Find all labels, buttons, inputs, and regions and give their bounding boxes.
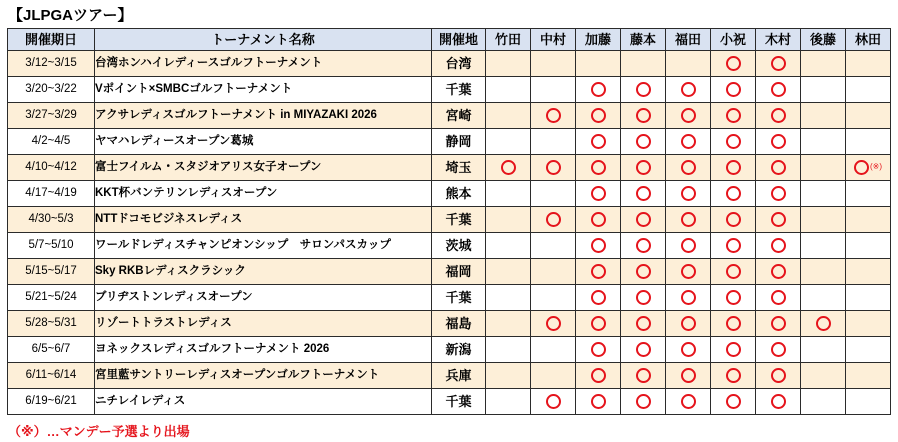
tournament-name-cell: 宮里藍サントリーレディスオープンゴルフトーナメント <box>95 363 432 389</box>
entry-cell <box>756 285 801 311</box>
entry-cell <box>486 389 531 415</box>
entry-cell <box>756 155 801 181</box>
entry-cell <box>486 181 531 207</box>
entry-circle-mark <box>726 56 741 71</box>
entry-cell <box>711 285 756 311</box>
table-row <box>8 311 891 337</box>
entry-circle-mark <box>681 160 696 175</box>
entry-circle-mark <box>636 134 651 149</box>
table-row <box>8 363 891 389</box>
entry-cell <box>711 103 756 129</box>
entry-cell <box>846 181 891 207</box>
entry-circle-mark <box>591 212 606 227</box>
header-tournament-name: トーナメント名称 <box>95 29 432 51</box>
entry-cell <box>576 337 621 363</box>
tournament-name-cell: 富士フイルム・スタジオアリス女子オープン <box>95 155 432 181</box>
tournament-name-cell: ニチレイレディス <box>95 389 432 415</box>
venue-cell: 新潟 <box>432 337 486 363</box>
entry-cell <box>576 285 621 311</box>
entry-cell <box>756 207 801 233</box>
entry-cell <box>621 207 666 233</box>
entry-cell <box>846 51 891 77</box>
tournament-name-cell: ブリヂストンレディスオープン <box>95 285 432 311</box>
table-row <box>8 51 891 77</box>
entry-cell <box>666 103 711 129</box>
entry-cell <box>576 51 621 77</box>
entry-circle-mark <box>726 134 741 149</box>
entry-cell <box>621 181 666 207</box>
date-cell: 3/12~3/15 <box>8 51 95 77</box>
entry-circle-mark <box>591 394 606 409</box>
date-cell: 5/28~5/31 <box>8 311 95 337</box>
table-row <box>8 129 891 155</box>
entry-circle-mark <box>546 212 561 227</box>
entry-circle-mark <box>771 368 786 383</box>
entry-cell <box>711 129 756 155</box>
entry-cell <box>486 103 531 129</box>
entry-cell <box>801 207 846 233</box>
table-row <box>8 285 891 311</box>
entry-circle-mark <box>726 394 741 409</box>
venue-cell: 台湾 <box>432 51 486 77</box>
date-cell: 6/5~6/7 <box>8 337 95 363</box>
entry-circle-mark <box>771 212 786 227</box>
entry-cell <box>756 129 801 155</box>
entry-circle-mark <box>771 264 786 279</box>
entry-cell <box>531 51 576 77</box>
entry-circle-mark <box>681 238 696 253</box>
entry-cell <box>576 311 621 337</box>
entry-circle-mark <box>681 108 696 123</box>
entry-circle-mark <box>771 290 786 305</box>
venue-cell: 福岡 <box>432 259 486 285</box>
entry-cell <box>486 363 531 389</box>
entry-cell <box>756 337 801 363</box>
table-row <box>8 259 891 285</box>
entry-cell <box>711 233 756 259</box>
entry-cell <box>531 129 576 155</box>
entry-cell <box>666 285 711 311</box>
entry-cell <box>846 259 891 285</box>
entry-cell <box>846 207 891 233</box>
entry-cell <box>666 233 711 259</box>
entry-cell <box>486 51 531 77</box>
entry-cell <box>486 311 531 337</box>
entry-circle-mark <box>681 186 696 201</box>
entry-circle-mark <box>636 160 651 175</box>
entry-cell <box>711 311 756 337</box>
entry-circle-mark <box>771 108 786 123</box>
entry-cell <box>576 181 621 207</box>
entry-cell <box>576 389 621 415</box>
entry-cell <box>621 311 666 337</box>
table-row <box>8 233 891 259</box>
entry-circle-mark <box>591 264 606 279</box>
table-row <box>8 181 891 207</box>
entry-circle-mark <box>591 316 606 331</box>
entry-circle-mark <box>681 82 696 97</box>
entry-circle-mark <box>771 82 786 97</box>
entry-cell <box>486 129 531 155</box>
entry-circle-mark <box>636 212 651 227</box>
header-player: 福田 <box>666 29 711 51</box>
entry-cell <box>801 77 846 103</box>
entry-circle-mark <box>591 108 606 123</box>
entry-cell <box>486 233 531 259</box>
venue-cell: 千葉 <box>432 77 486 103</box>
entry-circle-mark <box>816 316 831 331</box>
entry-cell <box>531 363 576 389</box>
entry-circle-mark <box>726 212 741 227</box>
header-player: 藤本 <box>621 29 666 51</box>
table-row <box>8 103 891 129</box>
date-cell: 5/15~5/17 <box>8 259 95 285</box>
venue-cell: 静岡 <box>432 129 486 155</box>
entry-cell <box>621 389 666 415</box>
entry-cell <box>801 363 846 389</box>
entry-circle-mark <box>726 290 741 305</box>
tournament-name-cell: Sky RKBレディスクラシック <box>95 259 432 285</box>
entry-cell <box>666 129 711 155</box>
entry-circle-mark <box>681 342 696 357</box>
entry-circle-mark <box>636 342 651 357</box>
footnote: （※）…マンデー予選より出場 <box>8 424 190 439</box>
entry-cell <box>621 259 666 285</box>
entry-circle-mark <box>501 160 516 175</box>
header-player: 後藤 <box>801 29 846 51</box>
entry-cell <box>711 389 756 415</box>
entry-circle-mark <box>726 82 741 97</box>
entry-cell <box>666 259 711 285</box>
entry-cell <box>846 311 891 337</box>
entry-cell <box>711 337 756 363</box>
entry-cell <box>531 207 576 233</box>
entry-cell <box>621 103 666 129</box>
tournament-name-cell: ヨネックスレディスゴルフトーナメント 2026 <box>95 337 432 363</box>
entry-circle-mark <box>546 394 561 409</box>
schedule-table <box>7 28 891 415</box>
date-cell: 3/20~3/22 <box>8 77 95 103</box>
tournament-name-cell: ヤマハレディースオープン葛城 <box>95 129 432 155</box>
date-cell: 4/17~4/19 <box>8 181 95 207</box>
entry-cell <box>711 181 756 207</box>
date-cell: 3/27~3/29 <box>8 103 95 129</box>
venue-cell: 千葉 <box>432 207 486 233</box>
entry-cell <box>756 311 801 337</box>
entry-cell <box>756 181 801 207</box>
entry-circle-mark <box>726 342 741 357</box>
tournament-name-cell: リゾートトラストレディス <box>95 311 432 337</box>
entry-cell <box>531 311 576 337</box>
entry-cell <box>756 77 801 103</box>
entry-circle-mark <box>591 160 606 175</box>
entry-cell <box>801 181 846 207</box>
table-row <box>8 207 891 233</box>
date-cell: 4/10~4/12 <box>8 155 95 181</box>
entry-circle-mark <box>771 160 786 175</box>
header-venue: 開催地 <box>432 29 486 51</box>
entry-cell <box>531 181 576 207</box>
entry-cell <box>756 51 801 77</box>
tournament-name-cell: アクサレディスゴルフトーナメント in MIYAZAKI 2026 <box>95 103 432 129</box>
entry-cell <box>756 233 801 259</box>
entry-cell <box>756 389 801 415</box>
header-player: 加藤 <box>576 29 621 51</box>
entry-cell <box>486 337 531 363</box>
entry-cell <box>576 155 621 181</box>
header-player: 中村 <box>531 29 576 51</box>
entry-cell <box>846 337 891 363</box>
tournament-name-cell: NTTドコモビジネスレディス <box>95 207 432 233</box>
entry-circle-mark <box>546 316 561 331</box>
entry-cell <box>486 77 531 103</box>
tournament-name-cell: KKT杯バンテリンレディスオープン <box>95 181 432 207</box>
entry-cell <box>801 103 846 129</box>
header-player: 小祝 <box>711 29 756 51</box>
header-row <box>8 29 891 51</box>
entry-cell <box>531 155 576 181</box>
entry-circle-mark <box>681 264 696 279</box>
entry-circle-mark <box>591 134 606 149</box>
venue-cell: 茨城 <box>432 233 486 259</box>
entry-circle-mark <box>681 134 696 149</box>
entry-cell <box>621 337 666 363</box>
entry-circle-mark <box>546 160 561 175</box>
entry-cell <box>621 233 666 259</box>
entry-cell <box>801 129 846 155</box>
entry-cell <box>666 337 711 363</box>
table-row <box>8 389 891 415</box>
entry-cell <box>711 51 756 77</box>
entry-cell <box>801 285 846 311</box>
entry-circle-mark <box>636 368 651 383</box>
page-title: 【JLPGAツアー】 <box>8 7 133 24</box>
entry-cell <box>711 207 756 233</box>
entry-circle-mark <box>726 186 741 201</box>
date-cell: 5/21~5/24 <box>8 285 95 311</box>
entry-cell <box>666 363 711 389</box>
entry-cell <box>621 363 666 389</box>
entry-cell <box>801 389 846 415</box>
tournament-name-cell: ワールドレディスチャンピオンシップ サロンパスカップ <box>95 233 432 259</box>
header-date: 開催期日 <box>8 29 95 51</box>
table-row <box>8 77 891 103</box>
entry-cell <box>621 129 666 155</box>
entry-cell <box>621 51 666 77</box>
entry-cell <box>531 337 576 363</box>
entry-circle-mark <box>591 82 606 97</box>
entry-cell <box>846 77 891 103</box>
entry-cell <box>801 51 846 77</box>
entry-cell <box>846 129 891 155</box>
entry-circle-mark <box>726 368 741 383</box>
entry-cell <box>801 155 846 181</box>
entry-cell <box>846 155 891 181</box>
entry-circle-mark <box>591 342 606 357</box>
entry-cell <box>576 363 621 389</box>
entry-cell <box>666 181 711 207</box>
venue-cell: 千葉 <box>432 285 486 311</box>
entry-circle-mark <box>771 238 786 253</box>
entry-cell <box>666 51 711 77</box>
entry-circle-mark <box>681 316 696 331</box>
entry-circle-mark <box>591 290 606 305</box>
entry-circle-mark <box>726 160 741 175</box>
entry-circle-mark <box>771 56 786 71</box>
table-body <box>8 51 891 415</box>
entry-cell <box>801 233 846 259</box>
entry-cell <box>846 103 891 129</box>
entry-cell <box>801 311 846 337</box>
entry-circle-mark <box>771 316 786 331</box>
date-cell: 6/11~6/14 <box>8 363 95 389</box>
entry-circle-mark <box>726 108 741 123</box>
table-header <box>8 29 891 51</box>
date-cell: 4/30~5/3 <box>8 207 95 233</box>
entry-circle-mark <box>636 264 651 279</box>
entry-cell <box>531 285 576 311</box>
entry-cell <box>486 285 531 311</box>
entry-circle-mark <box>591 238 606 253</box>
entry-cell <box>621 285 666 311</box>
venue-cell: 宮崎 <box>432 103 486 129</box>
entry-cell <box>756 259 801 285</box>
entry-cell <box>711 259 756 285</box>
entry-circle-mark <box>636 316 651 331</box>
entry-cell <box>621 77 666 103</box>
table-row <box>8 155 891 181</box>
entry-cell <box>531 389 576 415</box>
entry-circle-mark <box>636 108 651 123</box>
entry-cell <box>846 285 891 311</box>
date-cell: 6/19~6/21 <box>8 389 95 415</box>
tournament-name-cell: Vポイント×SMBCゴルフトーナメント <box>95 77 432 103</box>
entry-circle-mark <box>771 134 786 149</box>
entry-circle-mark <box>771 342 786 357</box>
entry-cell <box>666 311 711 337</box>
entry-cell <box>801 259 846 285</box>
entry-circle-mark <box>854 160 869 175</box>
entry-circle-mark <box>636 394 651 409</box>
entry-cell <box>576 233 621 259</box>
entry-circle-mark <box>681 212 696 227</box>
entry-cell <box>711 155 756 181</box>
entry-cell <box>621 155 666 181</box>
venue-cell: 熊本 <box>432 181 486 207</box>
entry-cell <box>756 103 801 129</box>
entry-cell <box>666 77 711 103</box>
entry-circle-mark <box>636 186 651 201</box>
venue-cell: 千葉 <box>432 389 486 415</box>
entry-cell <box>666 389 711 415</box>
entry-cell <box>846 233 891 259</box>
entry-circle-mark <box>726 238 741 253</box>
entry-cell <box>486 259 531 285</box>
entry-circle-mark <box>771 394 786 409</box>
entry-circle-mark <box>591 368 606 383</box>
entry-cell <box>531 233 576 259</box>
entry-cell <box>846 389 891 415</box>
entry-circle-mark <box>726 264 741 279</box>
entry-circle-mark <box>546 108 561 123</box>
header-player: 竹田 <box>486 29 531 51</box>
entry-cell <box>576 103 621 129</box>
entry-cell <box>486 155 531 181</box>
entry-cell <box>801 337 846 363</box>
entry-circle-mark <box>636 82 651 97</box>
entry-circle-mark <box>591 186 606 201</box>
entry-cell <box>486 207 531 233</box>
entry-circle-mark <box>681 368 696 383</box>
entry-circle-mark <box>636 238 651 253</box>
entry-cell <box>756 363 801 389</box>
entry-cell <box>666 155 711 181</box>
entry-cell <box>576 207 621 233</box>
monday-qualifier-note: (※) <box>869 162 883 172</box>
entry-cell <box>576 129 621 155</box>
entry-cell <box>531 259 576 285</box>
entry-circle-mark <box>726 316 741 331</box>
entry-cell <box>711 363 756 389</box>
entry-cell <box>711 77 756 103</box>
date-cell: 5/7~5/10 <box>8 233 95 259</box>
entry-cell <box>846 363 891 389</box>
entry-circle-mark <box>681 290 696 305</box>
venue-cell: 埼玉 <box>432 155 486 181</box>
entry-circle-mark <box>771 186 786 201</box>
tournament-name-cell: 台湾ホンハイレディースゴルフトーナメント <box>95 51 432 77</box>
entry-circle-mark <box>636 290 651 305</box>
entry-cell <box>576 77 621 103</box>
entry-cell <box>666 207 711 233</box>
header-player: 林田 <box>846 29 891 51</box>
entry-cell <box>531 103 576 129</box>
venue-cell: 福島 <box>432 311 486 337</box>
entry-cell <box>576 259 621 285</box>
entry-circle-mark <box>681 394 696 409</box>
entry-cell <box>531 77 576 103</box>
venue-cell: 兵庫 <box>432 363 486 389</box>
header-player: 木村 <box>756 29 801 51</box>
date-cell: 4/2~4/5 <box>8 129 95 155</box>
table-row <box>8 337 891 363</box>
